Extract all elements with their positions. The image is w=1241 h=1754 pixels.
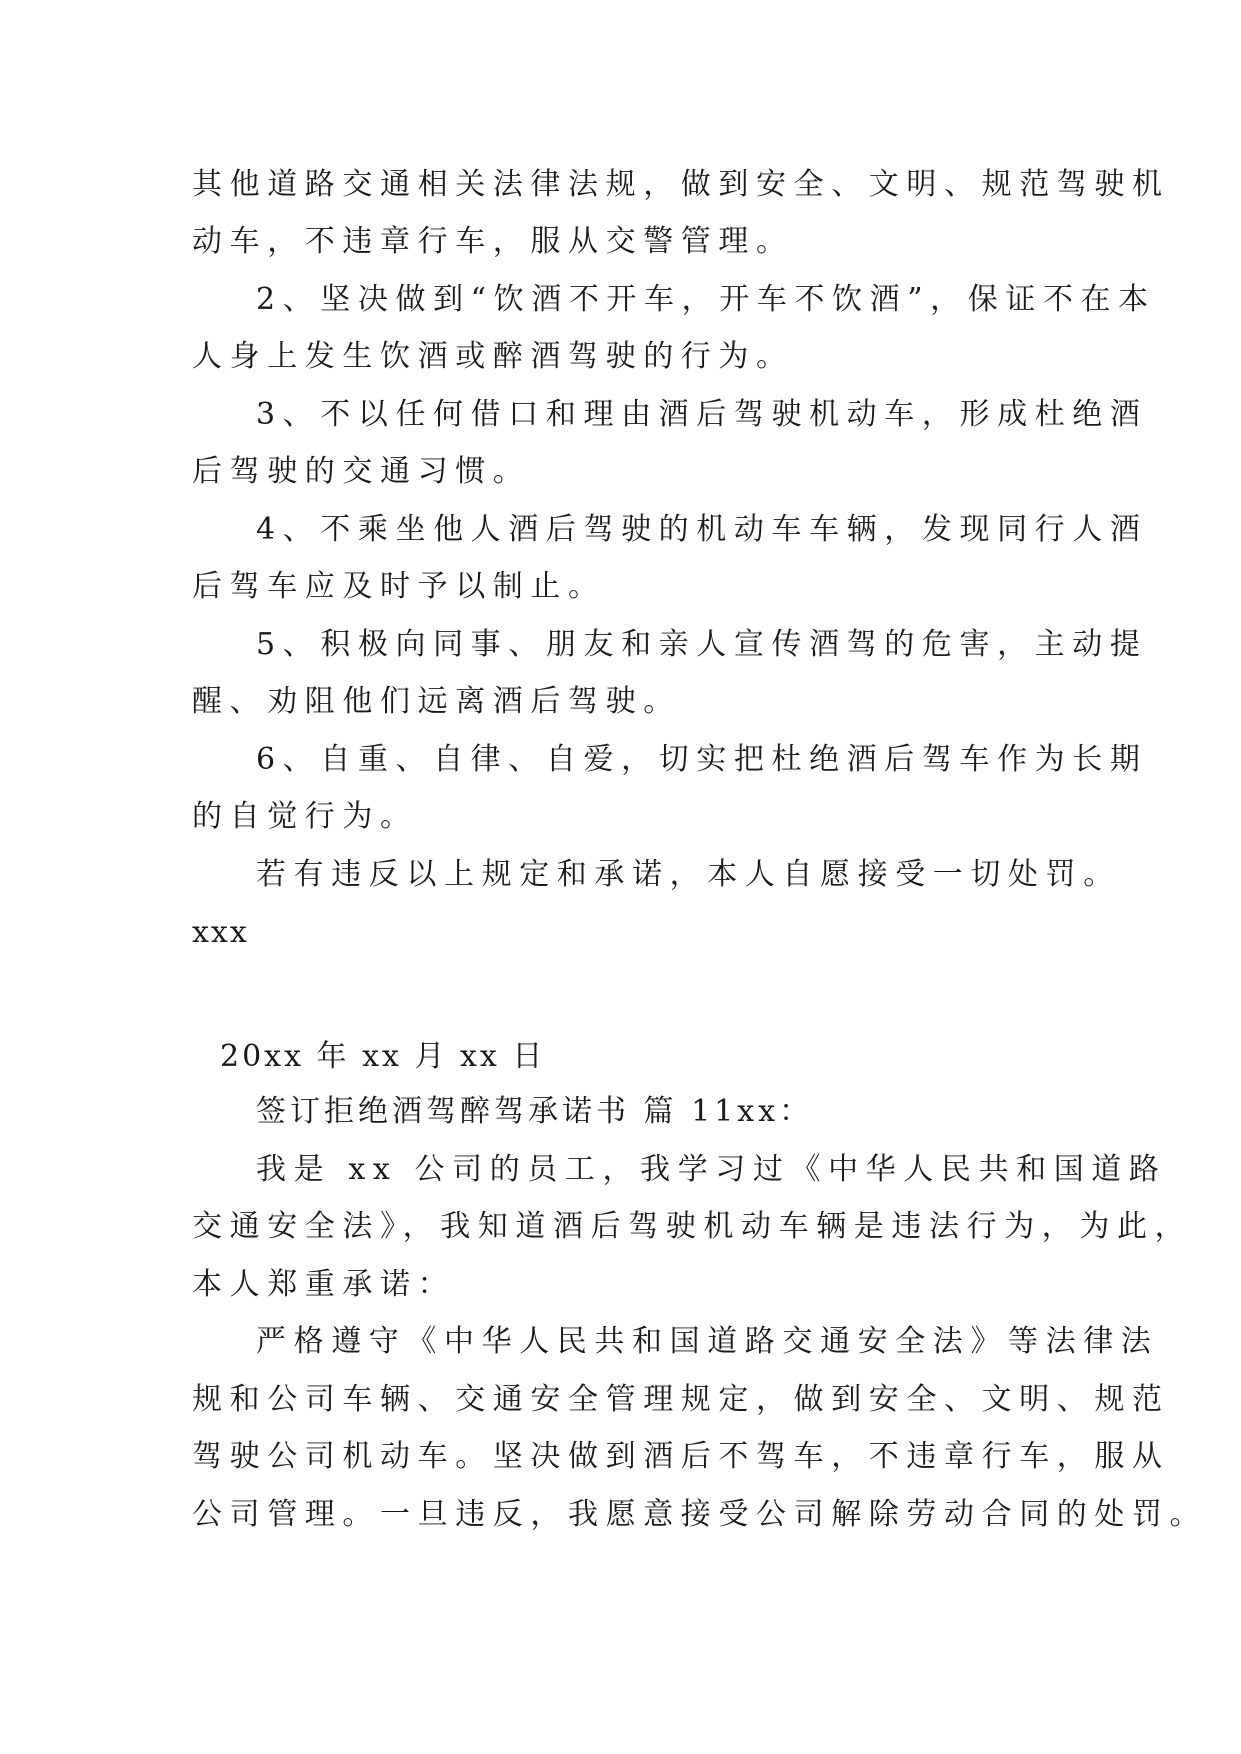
signature-line: xxx: [192, 915, 249, 950]
section-title: 签订拒绝酒驾醉驾承诺书 篇 11xx：: [256, 1094, 814, 1129]
text-line: 规和公司车辆、交通安全管理规定，做到安全、文明、规范: [192, 1382, 1170, 1417]
text-line: 动车，不违章行车，服从交警管理。: [192, 224, 794, 259]
text-line: 6、自重、自律、自爱，切实把杜绝酒后驾车作为长期: [256, 742, 1148, 777]
text-line: 5、积极向同事、朋友和亲人宣传酒驾的危害，主动提: [256, 627, 1148, 662]
text-line: 驾驶公司机动车。坚决做到酒后不驾车，不违章行车，服从: [192, 1439, 1170, 1474]
text-line: 后驾驶的交通习惯。: [192, 454, 531, 489]
text-line: 人身上发生饮酒或醉酒驾驶的行为。: [192, 339, 794, 374]
text-line: 若有违反以上规定和承诺，本人自愿接受一切处罚。: [256, 857, 1121, 892]
text-line: 的自觉行为。: [192, 799, 418, 834]
text-line: 公司管理。一旦违反，我愿意接受公司解除劳动合同的处罚。: [192, 1497, 1208, 1532]
text-line: 其他道路交通相关法律法规，做到安全、文明、规范驾驶机: [192, 167, 1170, 202]
text-line: 醒、劝阻他们远离酒后驾驶。: [192, 684, 681, 719]
text-line: 严格遵守《中华人民共和国道路交通安全法》等法律法: [256, 1324, 1159, 1359]
text-line: 4、不乘坐他人酒后驾驶的机动车车辆，发现同行人酒: [256, 512, 1148, 547]
text-line: 后驾车应及时予以制止。: [192, 569, 606, 604]
text-line: 本人郑重承诺：: [192, 1267, 456, 1302]
date-line: 20xx 年 xx 月 xx 日: [220, 1039, 546, 1074]
text-line: 3、不以任何借口和理由酒后驾驶机动车，形成杜绝酒: [256, 397, 1148, 432]
text-line: 我是 xx 公司的员工，我学习过《中华人民共和国道路: [256, 1152, 1167, 1187]
text-line: 2、坚决做到“饮酒不开车，开车不饮酒”，保证不在本: [256, 282, 1156, 317]
text-line: 交通安全法》，我知道酒后驾驶机动车辆是违法行为，为此，: [192, 1209, 1193, 1244]
